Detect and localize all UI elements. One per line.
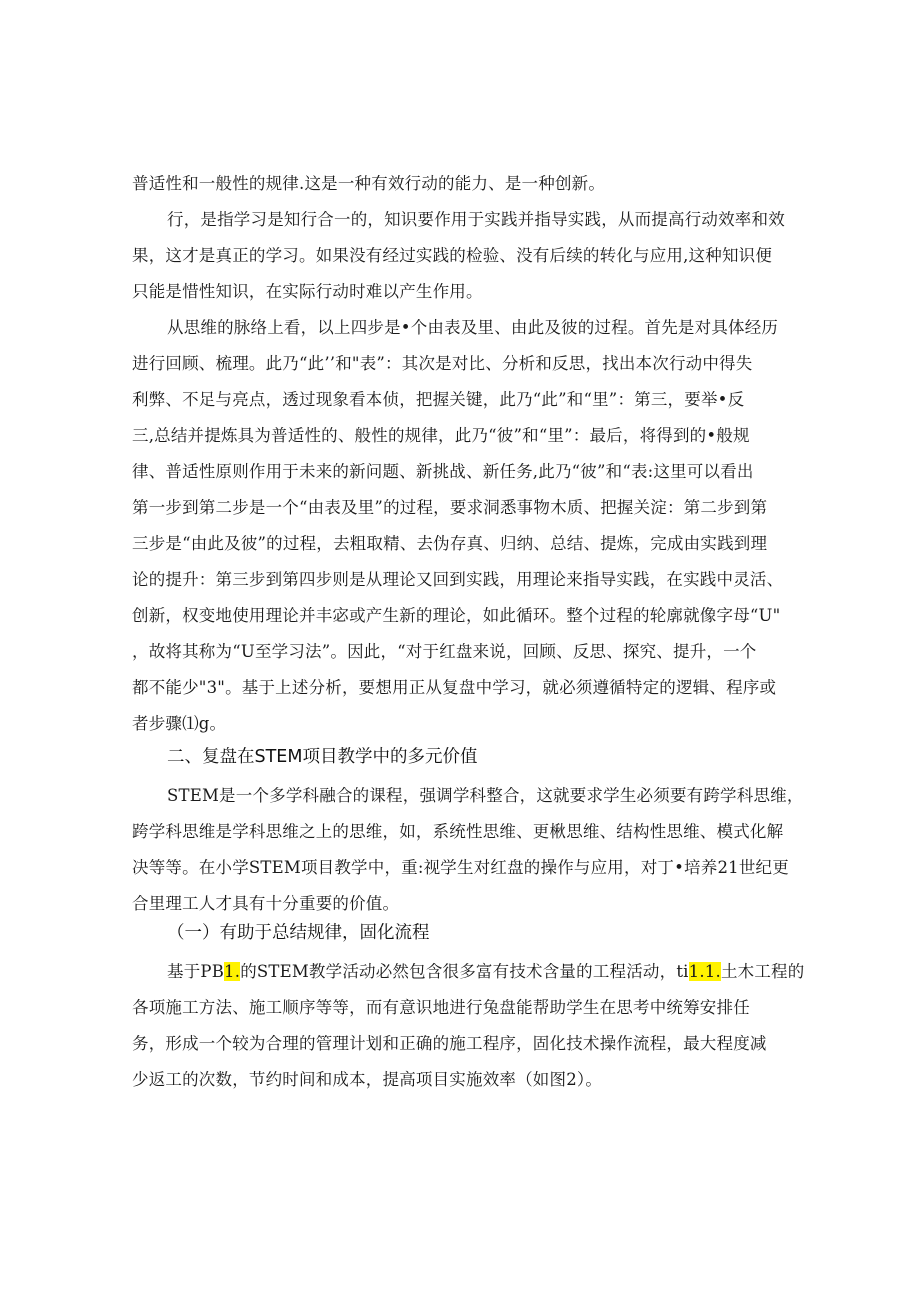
stem-line-3: 决等等。在小学STEM项目教学中，重:视学生对红盘的操作与应用，对丁•培养21世纪更 <box>132 858 789 877</box>
pbl-line-2: 各项施工方法、施工顺序等等，而有意识地进行兔盘能帮助学生在思考中统筹安排任 <box>132 998 750 1017</box>
text-line-15: 都不能少"3"。基于上述分析，要想用正从复盘中学习，就必须遵循特定的逻辑、程序或 <box>132 678 777 697</box>
section-heading-2: 二、复盘在STEM项目教学中的多元价值 <box>167 747 478 767</box>
text-line-11: 三步是“由此及彼”的过程，去粗取精、去伪存真、归纳、总结、提炼，完成由实践到理 <box>132 534 768 553</box>
text-line-12: 论的提升：第三步到第四步则是从理论又回到实践，用理论来指导实践，在实践中灵活、 <box>132 570 784 589</box>
stem-line-1: STEM是一个多学科融合的课程，强调学科整合，这就要求学生必须要有跨学科思维， <box>167 786 804 805</box>
stem-line-2: 跨学科思维是学科思维之上的思维，如，系统性思维、更楸思维、结构性思维、模式化解 <box>132 822 784 841</box>
text-line-2: 行，是指学习是知行合一的，知识要作用于实践并指导实践，从而提高行动效率和效 <box>167 210 785 229</box>
pbl-line-1 <box>167 962 805 982</box>
text-line-1: 普适性和一般性的规律.这是一种有效行动的能力、是一种创新。 <box>132 174 606 193</box>
pbl-line-1-part-b: 的STEM教学活动必然包含很多富有技术含量的工程活动，ti <box>240 962 689 981</box>
pbl-line-1-part-a: 基于PB <box>167 962 225 981</box>
text-line-14: ，故将其称为“U至学习法”。因此，“对于红盘来说，回顾、反思、探究、提升，一个 <box>132 642 757 661</box>
text-line-10: 第一步到第二步是一个“由表及里”的过程，要求洞悉事物木质、把握关淀：第二步到第 <box>132 498 768 517</box>
text-line-7: 利弊、不足与亮点，透过现象看本侦，把握关键，此乃“此”和“里”：第三，要举•反 <box>132 390 745 409</box>
pbl-line-3: 务，形成一个较为合理的管理计划和正确的施工程序，固化技术操作流程，最大程度减 <box>132 1034 767 1053</box>
text-line-4: 只能是惜性知识，在实际行动时难以产生作用。 <box>132 282 483 301</box>
text-line-8: 三,总结并提炼具为普适性的、般性的规律，此乃“彼”和“里”：最后，将得到的•般规 <box>132 426 750 445</box>
stem-line-4: 合里理工人才具有十分重要的价值。 <box>132 894 400 913</box>
highlight-mark-1: 1. <box>224 962 241 981</box>
text-line-9: 律、普适性原则作用于未来的新问题、新挑战、新任务,此乃“彼”和“表:这里可以看出 <box>132 462 754 481</box>
text-line-13: 创新，权变地使用理论并丰宓或产生新的理论，如此循环。整个过程的轮廓就像字母“U" <box>132 606 781 625</box>
pbl-line-4: 少返工的次数，节约时间和成本，提高项目实施效率（如图2）。 <box>132 1070 603 1089</box>
text-line-5: 从思维的脉络上看，以上四步是•个由表及里、由此及彼的过程。首先是对具体经历 <box>167 318 779 337</box>
text-line-16: 者步骤⑴g。 <box>132 714 227 733</box>
text-line-6: 进行回顾、梳理。此乃“此’’和"表”：其次是对比、分析和反思，找出本次行动中得失 <box>132 354 753 373</box>
subsection-heading-1: （一）有助于总结规律，固化流程 <box>167 923 430 943</box>
pbl-line-1-part-c: 土木工程的 <box>720 962 805 981</box>
highlight-mark-2: 1.1. <box>688 962 721 981</box>
text-line-3: 果，这才是真正的学习。如果没有经过实践的检验、没有后续的转化与应用,这种知识便 <box>132 246 773 265</box>
